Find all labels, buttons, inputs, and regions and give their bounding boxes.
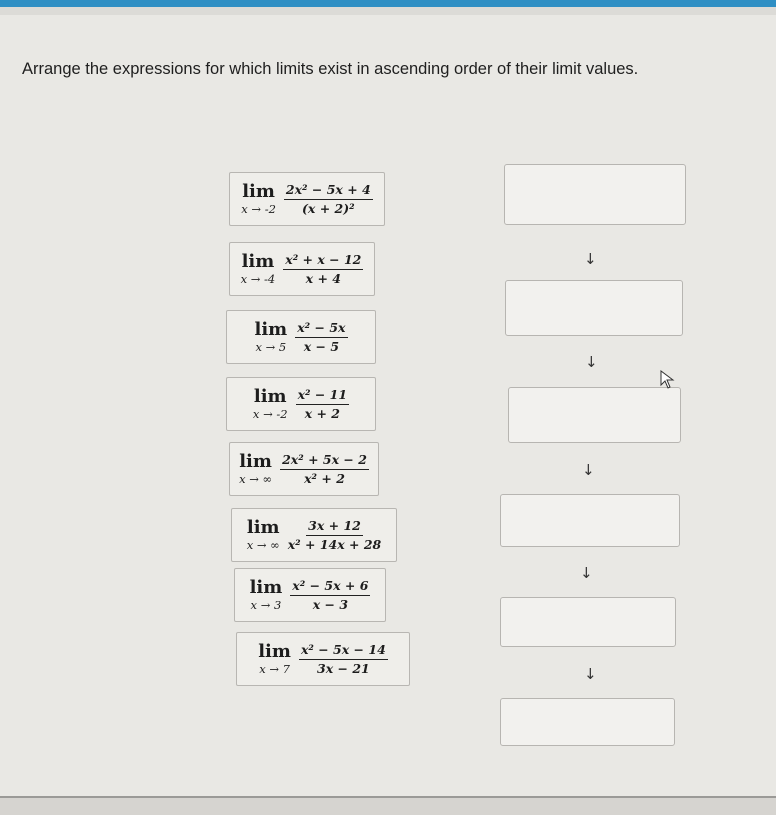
denominator: x + 4 <box>305 270 341 286</box>
limit-word: lim <box>246 516 280 538</box>
expression-card-5[interactable] <box>229 442 379 496</box>
limit-word: lim <box>249 576 283 598</box>
limit-operator <box>258 640 291 676</box>
drop-slot-5[interactable] <box>500 597 676 647</box>
fraction <box>295 321 347 354</box>
fraction <box>288 519 382 552</box>
limit-operator <box>249 576 283 612</box>
numerator: x² − 5x <box>295 321 347 338</box>
expression-card-6[interactable] <box>231 508 397 562</box>
limit-word: lim <box>241 250 275 272</box>
order-arrow-icon: ↓ <box>584 250 597 268</box>
denominator: (x + 2)² <box>302 200 355 216</box>
mouse-pointer-icon <box>660 370 676 390</box>
limit-word: lim <box>253 385 287 407</box>
limit-subscript: x → 3 <box>250 597 282 612</box>
limit-operator <box>246 516 280 552</box>
limit-operator <box>252 385 288 421</box>
drop-slot-4[interactable] <box>500 494 680 547</box>
expression-card-4[interactable] <box>226 377 376 431</box>
numerator: 2x² − 5x + 4 <box>284 183 373 200</box>
limit-subscript: x → -4 <box>240 271 276 286</box>
drop-slot-1[interactable] <box>504 164 686 225</box>
numerator: 2x² + 5x − 2 <box>280 453 369 470</box>
expression-card-3[interactable] <box>226 310 376 364</box>
limit-operator <box>254 318 288 354</box>
numerator: x² − 5x + 6 <box>290 579 370 596</box>
numerator: 3x + 12 <box>306 519 363 536</box>
limit-operator <box>241 180 276 216</box>
drop-slot-3[interactable] <box>508 387 681 443</box>
fraction <box>284 183 373 216</box>
expression-card-7[interactable] <box>234 568 386 622</box>
denominator: x² + 2 <box>304 470 345 486</box>
order-arrow-icon: ↓ <box>580 564 593 582</box>
denominator: x − 5 <box>303 338 340 354</box>
denominator: 3x − 21 <box>317 660 370 676</box>
top-accent-bar <box>0 0 776 7</box>
order-arrow-icon: ↓ <box>585 353 598 371</box>
order-arrow-icon: ↓ <box>584 665 597 683</box>
numerator: x² + x − 12 <box>283 253 363 270</box>
limit-word: lim <box>242 180 275 202</box>
fraction <box>283 253 363 286</box>
limit-word: lim <box>239 450 272 472</box>
expression-card-8[interactable] <box>236 632 410 686</box>
limit-subscript: x → ∞ <box>246 537 280 552</box>
denominator: x − 3 <box>312 596 349 612</box>
limit-operator <box>240 250 276 286</box>
fraction <box>299 643 388 676</box>
fraction <box>290 579 370 612</box>
limit-subscript: x → 7 <box>259 661 290 676</box>
bottom-strip <box>0 798 776 815</box>
fraction <box>280 453 369 486</box>
question-prompt: Arrange the expressions for which limits exist in ascending order of their limit values. <box>22 60 639 78</box>
limit-word: lim <box>254 318 288 340</box>
drop-slot-6[interactable] <box>500 698 675 746</box>
denominator: x² + 14x + 28 <box>287 536 382 552</box>
limit-subscript: x → 5 <box>255 339 287 354</box>
fraction <box>296 388 350 421</box>
numerator: x² − 11 <box>296 388 350 405</box>
expression-card-1[interactable] <box>229 172 385 226</box>
limit-word: lim <box>258 640 291 662</box>
limit-subscript: x → -2 <box>241 201 276 216</box>
expression-card-2[interactable] <box>229 242 375 296</box>
limit-subscript: x → -2 <box>252 406 288 421</box>
denominator: x + 2 <box>304 405 340 421</box>
top-strip <box>0 7 776 15</box>
drop-slot-2[interactable] <box>505 280 683 336</box>
limit-operator <box>239 450 273 486</box>
limit-subscript: x → ∞ <box>239 471 273 486</box>
order-arrow-icon: ↓ <box>582 461 595 479</box>
numerator: x² − 5x − 14 <box>299 643 388 660</box>
